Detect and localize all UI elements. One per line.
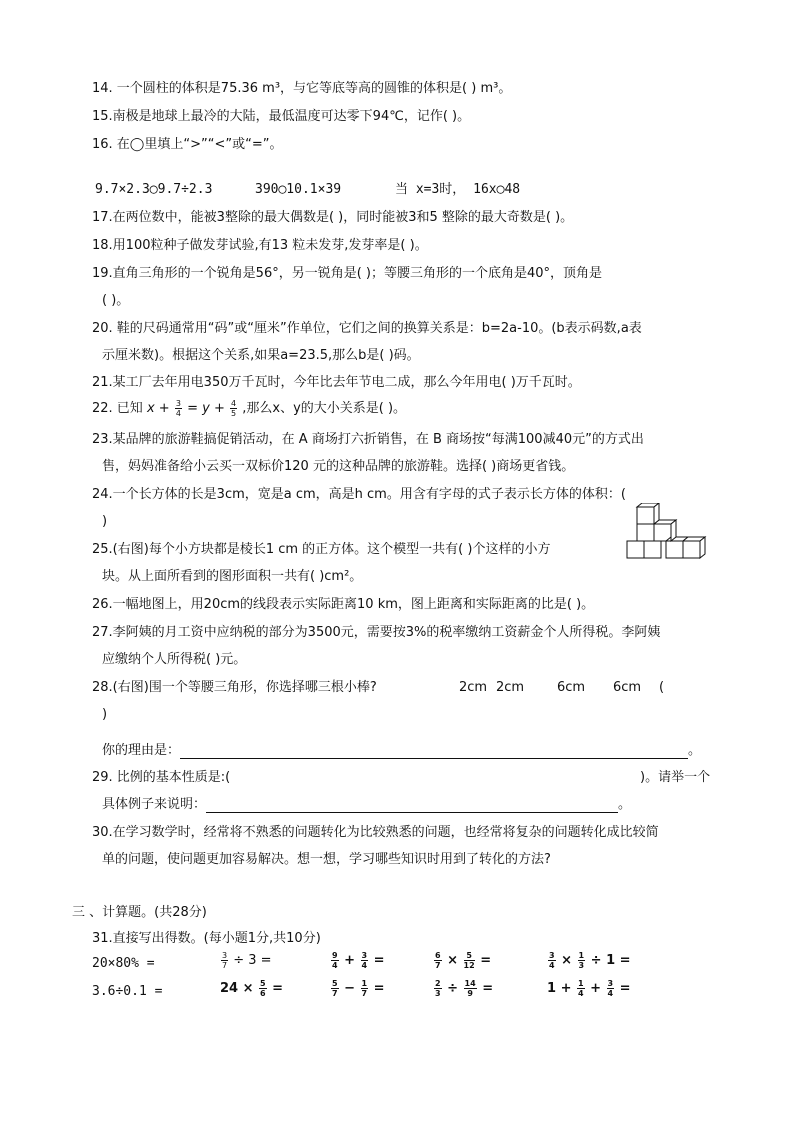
calc-3: $\frac{9}{4}$ + $\frac{3}{4}$ = (332, 951, 385, 970)
q28-reason-end: 。 (688, 743, 702, 758)
question-31: 31.直接写出得数。(每小题1分,共10分) (92, 931, 321, 946)
q16-item-1: 9.7×2.3◯9.7÷2.3 (95, 182, 213, 197)
question-18: 18.用100粒种子做发芽试验,有13 粒未发芽,发芽率是( )。 (92, 238, 428, 253)
question-20-line-2: 示厘米数)。根据这个关系,如果a=23.5,那么b是( )码。 (102, 348, 420, 363)
calc-10: 1 + $\frac{1}{4}$ + $\frac{3}{4}$ = (547, 979, 631, 998)
calc-9: $\frac{2}{3}$ ÷ $\frac{14}{9}$ = (435, 979, 494, 998)
question-27-line-2: 应缴纳个人所得税( )元。 (102, 652, 247, 667)
calc-5: $\frac{3}{4}$ × $\frac{1}{3}$ ÷ 1 = (549, 951, 631, 970)
question-17: 17.在两位数中，能被3整除的最大偶数是( )，同时能被3和5 整除的最大奇数是( )。 (92, 210, 574, 225)
stick-4: 6cm (613, 680, 642, 695)
q29-example-line (102, 796, 631, 813)
q22-var-x: x (146, 401, 155, 416)
calc-8: $\frac{5}{7}$ − $\frac{1}{7}$ = (332, 979, 385, 998)
question-24-line-2: ) (102, 514, 108, 529)
question-25-line-2: 块。从上面所看到的图形面积一共有( )cm²。 (102, 569, 363, 584)
question-19-line-1: 19.直角三角形的一个锐角是56°，另一锐角是( )；等腰三角形的一个底角是40°，顶角是 (92, 266, 603, 281)
cube-model-figure (626, 503, 710, 565)
q28-reason-line (102, 742, 701, 759)
question-26: 26.一幅地图上，用20cm的线段表示实际距离10 km，图上距离和实际距离的比是( )。 (92, 597, 595, 612)
stick-2: 2cm (496, 680, 525, 695)
calc-6: 3.6÷0.1 = (92, 984, 163, 999)
q29-example-label: 具体例子来说明： (102, 797, 207, 812)
question-30-line-1: 30.在学习数学时，经常将不熟悉的问题转化为比较熟悉的问题，也经常将复杂的问题转化成比较简 (92, 825, 659, 840)
question-15: 15.南极是地球上最冷的大陆，最低温度可达零下94℃，记作( )。 (92, 109, 471, 124)
question-19-line-2: ( )。 (102, 293, 130, 308)
question-16: 16. 在◯里填上“>”“<”或“=”。 (92, 137, 283, 152)
q28-reason-blank[interactable] (180, 745, 688, 759)
calc-4: $\frac{6}{7}$ × $\frac{5}{12}$ = (435, 951, 492, 970)
q22-plus-2: + (213, 401, 225, 416)
question-28-line-1: 28.(右图)围一个等腰三角形，你选择哪三根小棒? (92, 680, 377, 695)
calc-7: 24 × $\frac{5}{6}$ = (220, 979, 284, 998)
question-14: 14. 一个圆柱的体积是75.36 m³，与它等底等高的圆锥的体积是( ) m³。 (92, 81, 512, 96)
question-21: 21.某工厂去年用电350万千瓦时，今年比去年节电二成，那么今年用电( )万千瓦时。 (92, 375, 581, 390)
section-3-heading: 三 、计算题。(共28分) (72, 905, 207, 920)
q29-example-end: 。 (618, 797, 632, 812)
q28-reason-label: 你的理由是： (102, 743, 181, 758)
stick-3: 6cm (557, 680, 586, 695)
question-29-line-1-end: )。请举一个 (640, 770, 711, 785)
q22-var-y: y (202, 401, 210, 416)
calc-2: $\frac{3}{7}$ ÷ 3 = (222, 951, 272, 970)
q22-equals: = (187, 401, 198, 416)
q22-fraction-1: $\frac{3}{4}$ (175, 399, 181, 418)
q22-prefix: 22. 已知 (92, 401, 143, 416)
q16-item-2: 390◯10.1×39 (255, 182, 342, 197)
stick-1: 2cm (459, 680, 488, 695)
question-23-line-2: 售，妈妈准备给小云买一双标价120 元的这种品牌的旅游鞋。选择( )商场更省钱。 (102, 459, 575, 474)
question-27-line-1: 27.李阿姨的月工资中应纳税的部分为3500元，需要按3%的税率缴纳工资薪金个人所得税。李阿姨 (92, 625, 661, 640)
q29-example-blank[interactable] (206, 799, 618, 813)
question-25-line-1: 25.(右图)每个小方块都是棱长1 cm 的正方体。这个模型一共有( )个这样的小方 (92, 542, 551, 557)
question-22 (92, 399, 406, 418)
question-29-line-1: 29. 比例的基本性质是:( (92, 770, 231, 785)
question-24-line-1: 24.一个长方体的长是3cm，宽是a cm，高是h cm。用含有字母的式子表示长方体的体积：( (92, 487, 626, 502)
question-28-line-2: ) (102, 707, 108, 722)
q22-suffix: ,那么x、y的大小关系是( )。 (242, 401, 407, 416)
q22-fraction-2: $\frac{4}{5}$ (231, 399, 237, 418)
calc-1: 20×80% = (92, 956, 155, 971)
q22-plus: + (158, 401, 170, 416)
question-20-line-1: 20. 鞋的尺码通常用“码”或“厘米”作单位，它们之间的换算关系是：b=2a-10。(b表示码数,a表 (92, 321, 642, 336)
q16-item-3: 当 x=3时， 16x◯48 (395, 182, 521, 197)
q28-open-paren: ( (659, 680, 665, 695)
question-23-line-1: 23.某品牌的旅游鞋搞促销活动，在 A 商场打六折销售，在 B 商场按“每满100减40元”的方式出 (92, 432, 644, 447)
question-30-line-2: 单的问题，使问题更加容易解决。想一想，学习哪些知识时用到了转化的方法? (102, 852, 551, 867)
